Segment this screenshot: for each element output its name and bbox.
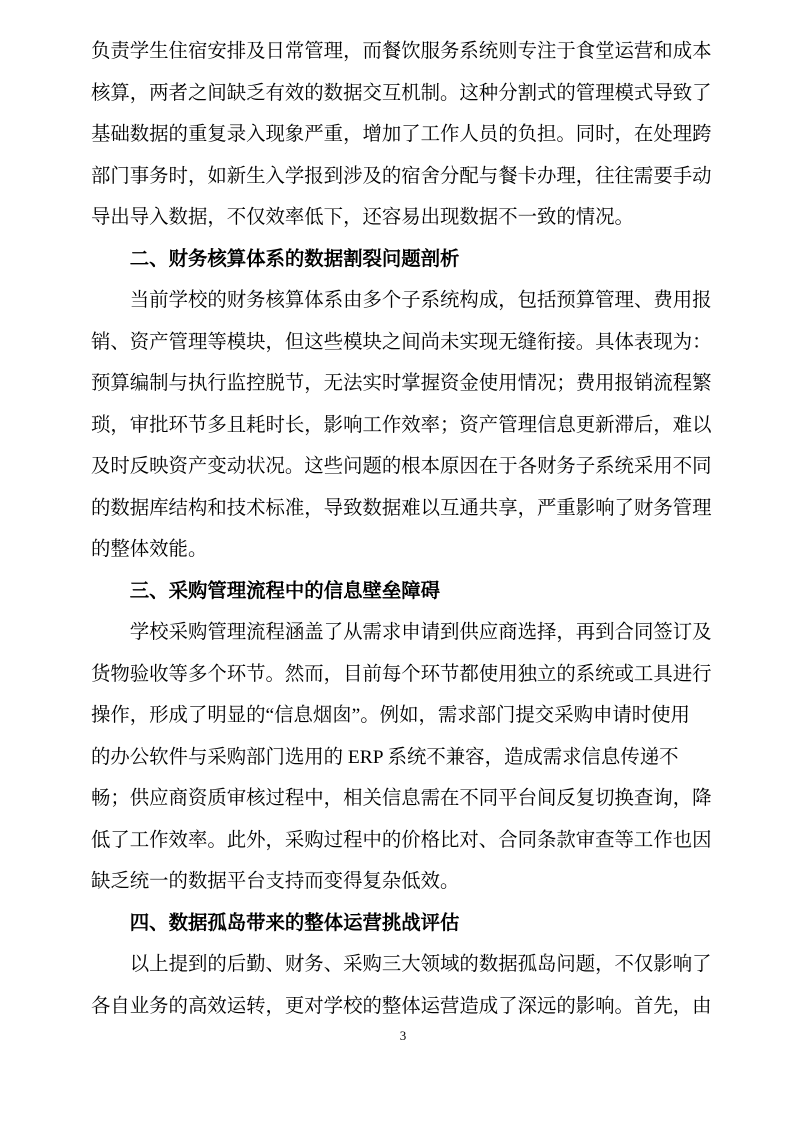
text-line: 的数据库结构和技术标准，导致数据难以互通共享，严重影响了财务管理 <box>91 497 712 519</box>
text-line: 的整体效能。 <box>91 539 208 560</box>
section-heading <box>91 239 715 281</box>
document-body <box>91 31 715 1027</box>
text-line: 负责学生住宿安排及日常管理，而餐饮服务系统则专注于食堂运营和成本 <box>91 41 712 62</box>
text-line: 琐，审批环节多且耗时长，影响工作效率；资产管理信息更新滞后，难以 <box>91 414 712 436</box>
text-line: 低了工作效率。此外，采购过程中的价格比对、合同条款审查等工作也因 <box>91 829 712 851</box>
text-line: 核算，两者之间缺乏有效的数据交互机制。这种分割式的管理模式导致了 <box>91 82 712 104</box>
section-heading <box>91 903 715 945</box>
text-line: 货物验收等多个环节。然而，目前每个环节都使用独立的系统或工具进行 <box>91 663 712 685</box>
text-line: 部门事务时，如新生入学报到涉及的宿舍分配与餐卡办理，往往需要手动 <box>91 165 712 187</box>
text-line: 畅；供应商资质审核过程中，相关信息需在不同平台间反复切换查询，降 <box>91 788 712 809</box>
text-line: 当前学校的财务核算体系由多个子系统构成，包括预算管理、费用报 <box>129 290 712 311</box>
text-line: 三、采购管理流程中的信息壁垒障碍 <box>129 580 441 602</box>
paragraph <box>91 612 715 903</box>
text-line: 销、资产管理等模块，但这些模块之间尚未实现无缝衔接。具体表现为： <box>91 331 712 353</box>
text-line: 预算编制与执行监控脱节，无法实时掌握资金使用情况；费用报销流程繁 <box>91 373 712 394</box>
paragraph <box>91 280 715 571</box>
text-line: 以上提到的后勤、财务、采购三大领域的数据孤岛问题，不仅影响了 <box>129 954 712 975</box>
text-line: 的办公软件与采购部门选用的 ERP 系统不兼容，造成需求信息传递不 <box>91 746 679 768</box>
page-number: 3 <box>399 1028 407 1043</box>
text-line: 基础数据的重复录入现象严重，增加了工作人员的负担。同时，在处理跨 <box>91 124 712 145</box>
text-line: 各自业务的高效运转，更对学校的整体运营造成了深远的影响。首先，由 <box>91 995 712 1017</box>
text-line: 缺乏统一的数据平台支持而变得复杂低效。 <box>91 871 460 892</box>
paragraph <box>91 944 715 1027</box>
text-line: 操作，形成了明显的“信息烟囱”。例如，需求部门提交采购申请时使用 <box>91 705 690 726</box>
text-line: 导出导入数据，不仅效率低下，还容易出现数据不一致的情况。 <box>91 207 634 228</box>
text-line: 及时反映资产变动状况。这些问题的根本原因在于各财务子系统采用不同 <box>91 456 712 477</box>
text-line: 四、数据孤岛带来的整体运营挑战评估 <box>129 912 460 934</box>
text-line: 学校采购管理流程涵盖了从需求申请到供应商选择，再到合同签订及 <box>129 622 712 643</box>
section-heading <box>91 571 715 613</box>
paragraph <box>91 31 715 239</box>
text-line: 二、财务核算体系的数据割裂问题剖析 <box>129 248 460 270</box>
